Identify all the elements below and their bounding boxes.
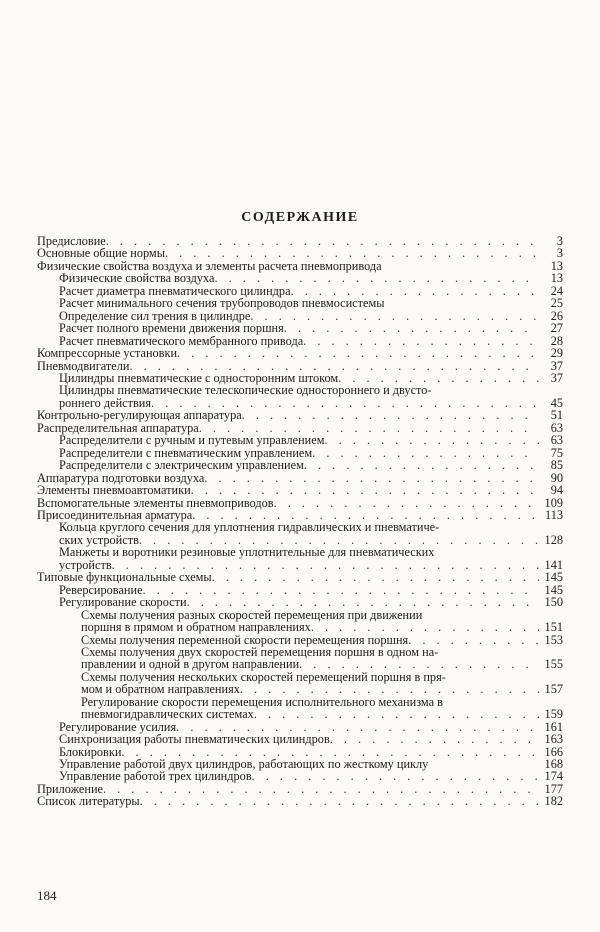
toc-entry-title: Распределительная аппаратура: [37, 420, 199, 435]
toc-entry[interactable]: [37, 671, 563, 696]
toc-entry-title: Определение сил трения в цилиндре: [59, 308, 251, 323]
toc-entry-title: правлении и одной в другом направлении: [81, 657, 300, 672]
toc-entry-title: Управление работой трех цилиндров: [59, 769, 252, 784]
dot-leader: [240, 683, 539, 695]
dot-leader: [311, 621, 539, 633]
toc-entry-title: Управление работой двух цилиндров, работающих по жесткому циклу: [59, 757, 429, 772]
toc-entry-title: Цилиндры пневматические с односторонним штоком: [59, 370, 339, 385]
toc-page-number: 177: [544, 781, 563, 796]
toc-entry-title: устройств: [59, 557, 112, 572]
toc-page-number: 157: [544, 682, 563, 697]
dot-leader: [312, 447, 539, 459]
dot-leader: [140, 795, 539, 807]
toc-page-number: 63: [550, 433, 563, 448]
table-of-contents: [37, 235, 563, 808]
toc-entry-title: Регулирование скорости перемещения исполнительного механизма в: [81, 694, 443, 709]
dot-leader: [177, 347, 539, 359]
toc-entry-title: Вспомогательные элементы пневмоприводов: [37, 495, 274, 510]
toc-entry-title: Приложение: [37, 781, 103, 796]
toc-entry-title: Расчет полного времени движения поршня: [59, 321, 284, 336]
toc-entry-title: Физические свойства воздуха и элементы расчета пневмопривода: [37, 258, 382, 273]
toc-page-number: 155: [544, 657, 563, 672]
toc-entry[interactable]: [37, 733, 563, 745]
dot-leader: [254, 708, 539, 720]
toc-page-number: 75: [550, 445, 563, 460]
page-title: СОДЕРЖАНИЕ: [241, 210, 359, 225]
toc-page-number: 51: [550, 408, 563, 423]
toc-page-number: 163: [544, 732, 563, 747]
toc-entry-title: Присоединительная арматура: [37, 507, 193, 522]
toc-page-number: 159: [544, 707, 563, 722]
toc-entry-title: Регулирование скорости: [59, 595, 187, 610]
toc-entry[interactable]: [37, 795, 563, 807]
toc-entry[interactable]: [37, 521, 563, 546]
toc-page-number: 24: [550, 283, 563, 298]
toc-entry-title: Аппаратура подготовки воздуха: [37, 470, 205, 485]
toc-entry-title: Манжеты и воротники резиновые уплотнительные для пневматических: [59, 545, 435, 560]
dot-leader: [330, 733, 539, 745]
toc-entry[interactable]: [37, 347, 563, 359]
toc-entry-title: Физические свойства воздуха: [59, 271, 215, 286]
toc-entry[interactable]: [37, 484, 563, 496]
toc-entry-title: Контрольно-регулирующая аппаратура: [37, 408, 242, 423]
toc-page-number: 27: [550, 321, 563, 336]
toc-page-number: 168: [544, 757, 563, 772]
toc-page-number: 153: [544, 632, 563, 647]
toc-entry[interactable]: [37, 272, 563, 284]
toc-entry-title: Предисловие: [37, 234, 106, 248]
dot-leader: [106, 235, 539, 247]
dot-leader: [274, 497, 539, 509]
toc-entry-title: Схемы получения двух скоростей перемещения поршня в одном на-: [81, 644, 439, 659]
dot-leader: [304, 459, 539, 471]
toc-entry[interactable]: [37, 696, 563, 721]
dot-leader: [299, 658, 539, 670]
toc-page-number: 25: [550, 296, 563, 311]
toc-page-number: 141: [544, 557, 563, 572]
toc-entry[interactable]: [37, 546, 563, 571]
toc-page-number: 182: [544, 794, 563, 809]
toc-entry-title: Синхронизация работы пневматических цилиндров: [59, 732, 330, 747]
toc-entry-title: Схемы получения разных скоростей перемещения при движении: [81, 607, 423, 622]
toc-page-number: 45: [550, 395, 563, 410]
dot-leader: [284, 322, 539, 334]
toc-entry-title: Расчет пневматического мембранного привода: [59, 333, 304, 348]
toc-entry[interactable]: [37, 770, 563, 782]
dot-leader: [252, 770, 539, 782]
toc-entry-title: Схемы получения нескольких скоростей перемещений поршня в пря-: [81, 669, 446, 684]
toc-page-number: 128: [544, 532, 563, 547]
toc-entry[interactable]: [37, 409, 563, 421]
toc-entry-title: Распределители с пневматическим управлением: [59, 445, 313, 460]
toc-entry-title: Распределители с электрическим управлением: [59, 458, 304, 473]
toc-entry-title: Основные общие нормы: [37, 246, 165, 261]
dot-leader: [191, 484, 539, 496]
toc-page-number: 37: [550, 370, 563, 385]
toc-page-number: 150: [544, 595, 563, 610]
toc-entry[interactable]: [37, 571, 563, 583]
toc-page-number: 109: [544, 495, 563, 510]
toc-entry-title: поршня в прямом и обратном направлениях: [81, 620, 311, 635]
toc-page-number: 94: [550, 483, 563, 498]
toc-page-number: 113: [545, 507, 563, 522]
page-number: 184: [37, 888, 57, 903]
dot-leader: [143, 584, 539, 596]
toc-page-number: 63: [550, 420, 563, 435]
toc-page-number: 85: [550, 458, 563, 473]
dot-leader: [204, 472, 539, 484]
toc-page-number: 90: [550, 470, 563, 485]
toc-entry-title: ских устройств: [59, 532, 139, 547]
toc-entry[interactable]: [37, 646, 563, 671]
toc-entry[interactable]: [37, 322, 563, 334]
toc-entry-title: Расчет минимального сечения трубопроводов пневмосистемы: [59, 296, 385, 311]
dot-leader: [303, 335, 539, 347]
dot-leader: [212, 571, 539, 583]
toc-entry-title: Цилиндры пневматические телескопические одностороннего и двусто-: [59, 383, 432, 398]
toc-entry-title: Блокировки: [59, 744, 122, 759]
toc-page-number: 145: [544, 582, 563, 597]
toc-page-number: 166: [544, 744, 563, 759]
toc-entry-title: Расчет диаметра пневматического цилиндра: [59, 283, 291, 298]
toc-entry-title: Распределители с ручным и путевым управлением: [59, 433, 325, 448]
toc-entry-title: Схемы получения переменной скорости перемещения поршня: [81, 632, 409, 647]
toc-page-number: 13: [550, 271, 563, 286]
dot-leader: [325, 434, 540, 446]
toc-entry[interactable]: [37, 384, 563, 409]
toc-page-number: 29: [550, 346, 563, 361]
toc-page-number: 151: [544, 620, 563, 635]
toc-page-number: 13: [550, 258, 563, 273]
toc-entry-title: Кольца круглого сечения для уплотнения гидравлических и пневматиче-: [59, 520, 440, 535]
dot-leader: [215, 272, 539, 284]
toc-page-number: 28: [550, 333, 563, 348]
toc-entry-title: роннего действия: [59, 395, 152, 410]
toc-entry-title: Элементы пневмоавтоматики: [37, 483, 191, 498]
toc-page-number: 145: [544, 570, 563, 585]
toc-entry-title: Пневмодвигатели: [37, 358, 130, 373]
toc-page-number: 161: [544, 719, 563, 734]
toc-entry-title: мом и обратном направлениях: [81, 682, 240, 697]
toc-page-number: 37: [550, 358, 563, 373]
toc-page-number: 3: [556, 234, 563, 248]
toc-entry-title: пневмогидравлических системах: [81, 707, 254, 722]
toc-entry-title: Типовые функциональные схемы: [37, 570, 212, 585]
toc-entry[interactable]: [37, 297, 563, 309]
toc-page-number: 174: [544, 769, 563, 784]
toc-page-number: 26: [550, 308, 563, 323]
toc-page-number: 3: [556, 246, 563, 261]
toc-entry[interactable]: [37, 609, 563, 634]
toc-entry[interactable]: [37, 459, 563, 471]
dot-leader: [103, 783, 539, 795]
toc-entry-title: Регулирование усилия: [59, 719, 177, 734]
toc-entry[interactable]: [37, 596, 563, 608]
toc-entry[interactable]: [37, 434, 563, 446]
dot-leader: [250, 310, 539, 322]
dot-leader: [187, 596, 539, 608]
toc-entry-title: Список литературы: [37, 794, 140, 809]
toc-entry-title: Компрессорные установки: [37, 346, 178, 361]
dot-leader: [242, 409, 539, 421]
toc-entry-title: Реверсирование: [59, 582, 143, 597]
